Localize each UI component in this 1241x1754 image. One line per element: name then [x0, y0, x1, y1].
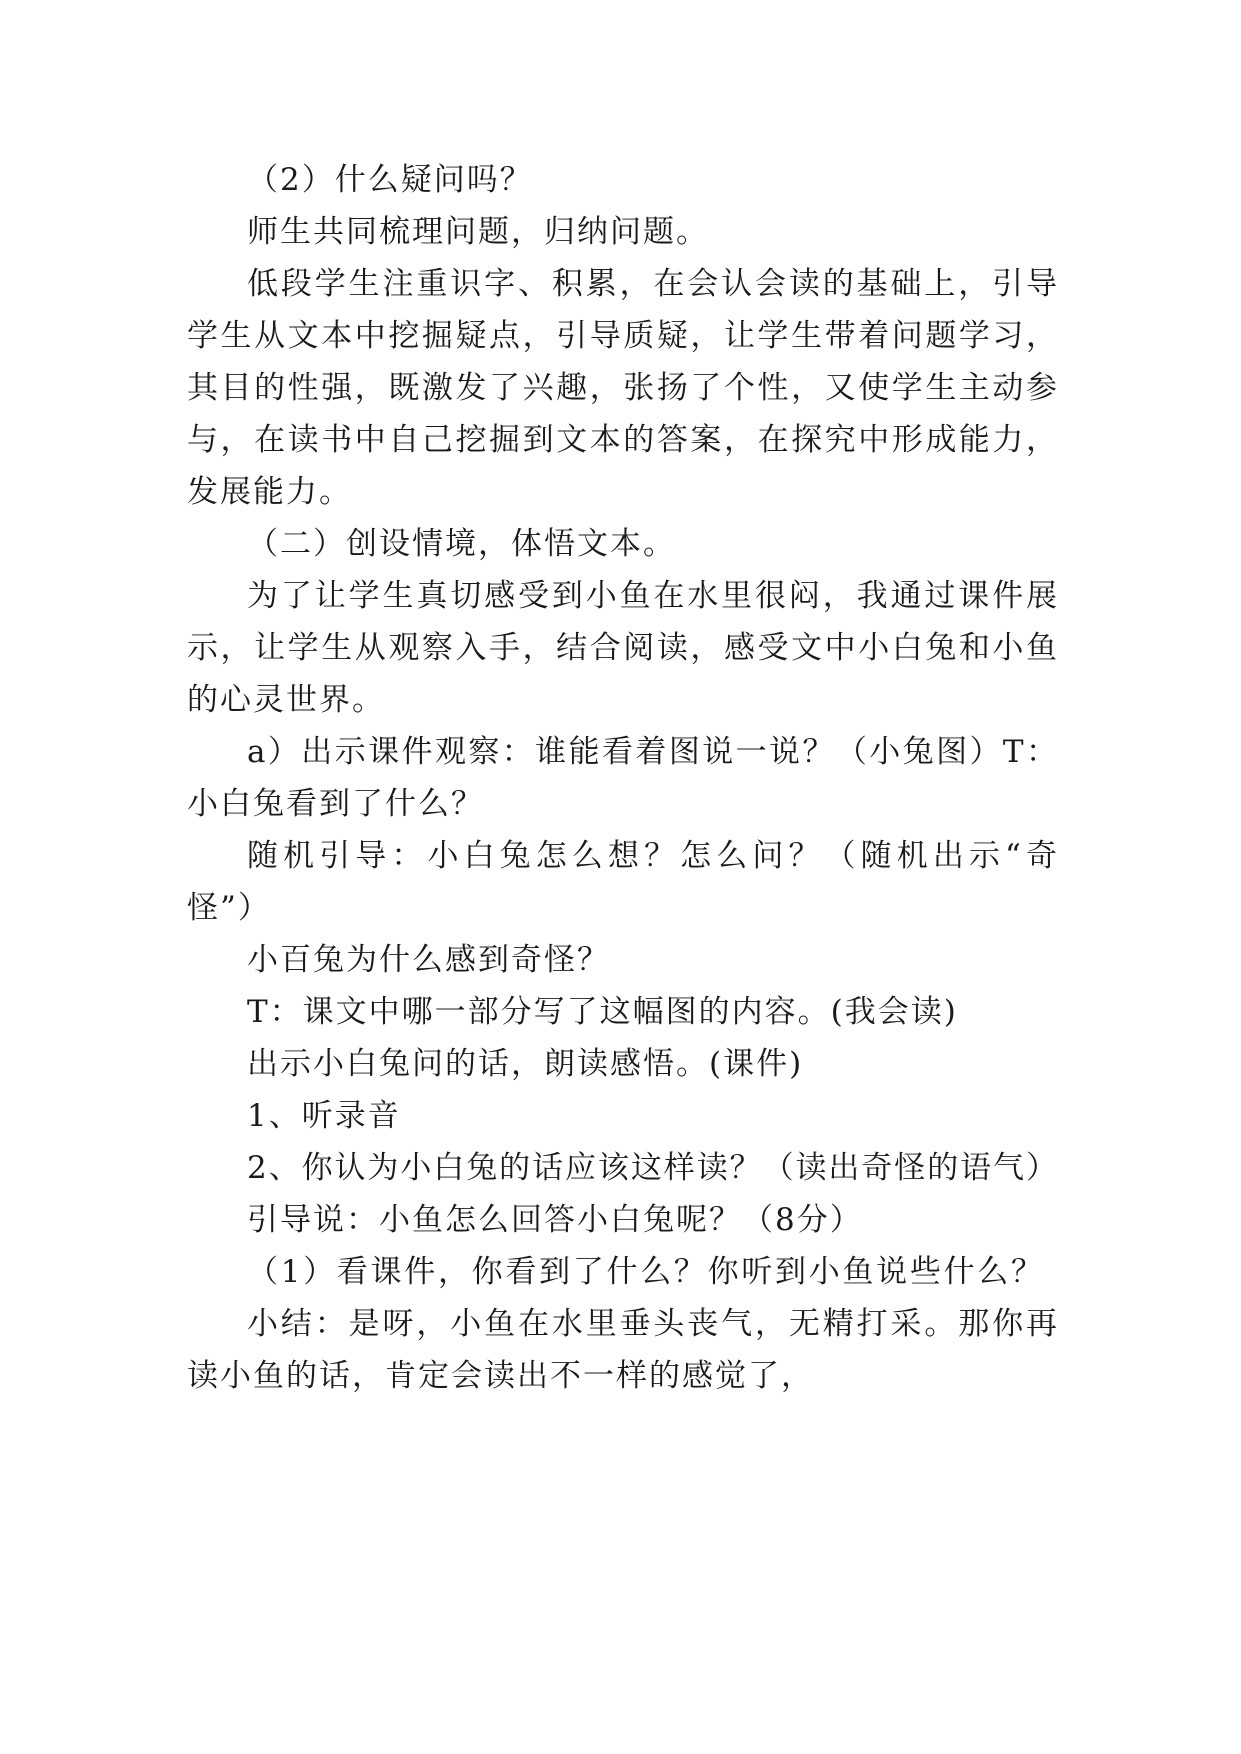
paragraph-line-23: 小结：是呀，小鱼在水里垂头丧气，无精打采。那你再: [247, 1306, 1057, 1342]
paragraph-line-20: 2、你认为小白兔的话应该这样读？（读出奇怪的语气）: [247, 1150, 1057, 1186]
paragraph-line-2: 师生共同梳理问题，归纳问题。: [247, 214, 709, 250]
paragraph-line-7: 发展能力。: [187, 474, 352, 510]
paragraph-line-18: 出示小白兔问的话，朗读感悟。(课件): [247, 1046, 804, 1082]
paragraph-line-22: （1）看课件，你看到了什么？你听到小鱼说些什么？: [247, 1254, 1042, 1290]
paragraph-line-3: 低段学生注重识字、积累，在会认会读的基础上，引导: [247, 266, 1057, 302]
paragraph-line-17: T：课文中哪一部分写了这幅图的内容。(我会读): [247, 994, 958, 1030]
paragraph-line-5: 其目的性强，既激发了兴趣，张扬了个性，又使学生主动参: [187, 370, 1057, 406]
paragraph-line-15: 怪”）: [187, 890, 271, 926]
section-heading: （二）创设情境，体悟文本。: [247, 526, 676, 562]
paragraph-line-10: 示，让学生从观察入手，结合阅读，感受文中小白兔和小鱼: [187, 630, 1057, 666]
paragraph-line-11: 的心灵世界。: [187, 682, 385, 718]
paragraph-line-4: 学生从文本中挖掘疑点，引导质疑，让学生带着问题学习，: [187, 318, 1057, 354]
paragraph-line-14: 随机引导：小白兔怎么想？怎么问？（随机出示“奇: [247, 838, 1057, 874]
paragraph-line-12: a）出示课件观察：谁能看着图说一说？（小兔图）T：: [247, 734, 1057, 770]
paragraph-line-16: 小百兔为什么感到奇怪？: [247, 942, 610, 978]
paragraph-line-6: 与，在读书中自己挖掘到文本的答案，在探究中形成能力，: [187, 422, 1057, 458]
paragraph-line-9: 为了让学生真切感受到小鱼在水里很闷，我通过课件展: [247, 578, 1057, 614]
paragraph-line-19: 1、听录音: [247, 1098, 401, 1134]
paragraph-line-24: 读小鱼的话，肯定会读出不一样的感觉了，: [187, 1358, 814, 1394]
paragraph-line-21: 引导说：小鱼怎么回答小白兔呢？（8分）: [247, 1202, 863, 1238]
paragraph-line-1: （2）什么疑问吗？: [247, 162, 533, 198]
paragraph-line-13: 小白兔看到了什么？: [187, 786, 484, 822]
